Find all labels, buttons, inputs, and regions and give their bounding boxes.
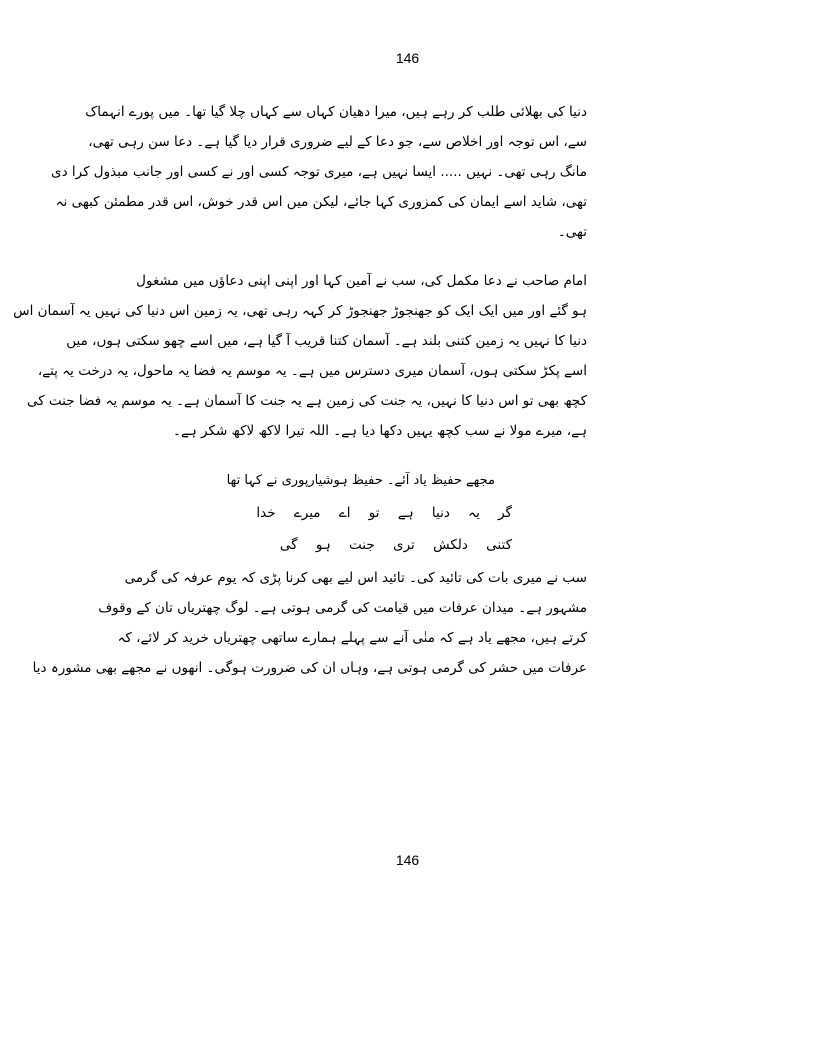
text-line: مانگ رہی تھی۔ نہیں ..... ایسا نہیں ہے، میری توجہ کسی اور نے کسی اور جانب مبذول کرا دی: [51, 164, 587, 180]
page-number-bottom: 146: [395, 852, 420, 868]
text-line: تھی، شاید اسے ایمان کی کمزوری کہا جائے، لیکن میں اس قدر خوش، اس قدر مطمئن کبھی نہ: [55, 194, 587, 210]
page-number-top: 146: [395, 50, 420, 66]
text-line: عرفات میں حشر کی گرمی ہوتی ہے، وہاں ان کی ضرورت ہوگی۔ انھوں نے مجھے بھی مشورہ دیا: [32, 660, 587, 676]
text-line: کرتے ہیں، مجھے یاد ہے کہ منٰی آنے سے پہلے ہمارے ساتھی چھتریاں خرید کر لائے، کہ: [117, 630, 587, 646]
text-line: سب نے میری بات کی تائید کی۔ تائید اس لیے بھی کرنا پڑی کہ یوم عرفہ کی گرمی: [124, 570, 587, 586]
text-line: دنیا کی بھلائی طلب کر رہے ہیں، میرا دھیان کہاں سے کہاں چلا گیا تھا۔ میں پورے انہماک: [85, 104, 587, 120]
verse-line-2: کتنی دلکش تری جنت ہو گی: [279, 537, 512, 553]
text-line: اسے پکڑ سکتی ہوں، آسمان میری دسترس میں ہے۔ یہ موسم یہ فضا یہ ماحول، یہ درخت یہ پتے،: [37, 363, 587, 379]
text-line: سے، اس توجہ اور اخلاص سے، جو دعا کے لیے ضروری قرار دیا گیا ہے۔ دعا سن رہی تھی،: [88, 134, 587, 150]
paragraph-1: [51, 97, 587, 247]
verse-intro: [226, 466, 587, 496]
verse-intro-text: مجھے حفیظ یاد آئے۔ حفیظ ہوشیارپوری نے کہا تھا: [226, 473, 495, 488]
text-line: کچھ بھی تو اس دنیا کا نہیں، یہ جنت کی زمین ہے یہ جنت کا آسمان ہے۔ یہ موسم یہ فضا جنت کی: [26, 393, 587, 409]
verse-line-1: گر یہ دنیا ہے تو اے میرے خدا: [256, 505, 512, 521]
text-line: تھی۔: [557, 224, 587, 240]
text-line: ہے، میرے مولا نے سب کچھ یہیں دکھا دیا ہے۔ اللہ تیرا لاکھ لاکھ شکر ہے۔: [173, 423, 587, 439]
paragraph-2: [13, 266, 587, 446]
paragraph-3: [32, 563, 587, 683]
text-line: امام صاحب نے دعا مکمل کی، سب نے آمین کہا اور اپنی اپنی دعاؤں میں مشغول: [136, 273, 587, 289]
text-line: مشہور ہے۔ میدان عرفات میں قیامت کی گرمی ہوتی ہے۔ لوگ چھتریاں تان کے وقوف: [98, 600, 587, 616]
text-line: ہو گئے اور میں ایک ایک کو جھنجوڑ جھنجوڑ کر کہہ رہی تھی، یہ زمین اس دنیا کی نہیں یہ آسمان اس: [13, 303, 587, 319]
text-line: دنیا کا نہیں یہ زمین کتنی بلند ہے۔ آسمان کتنا قریب آ گیا ہے، میں اسے چھو سکتی ہوں، میں: [66, 333, 587, 349]
